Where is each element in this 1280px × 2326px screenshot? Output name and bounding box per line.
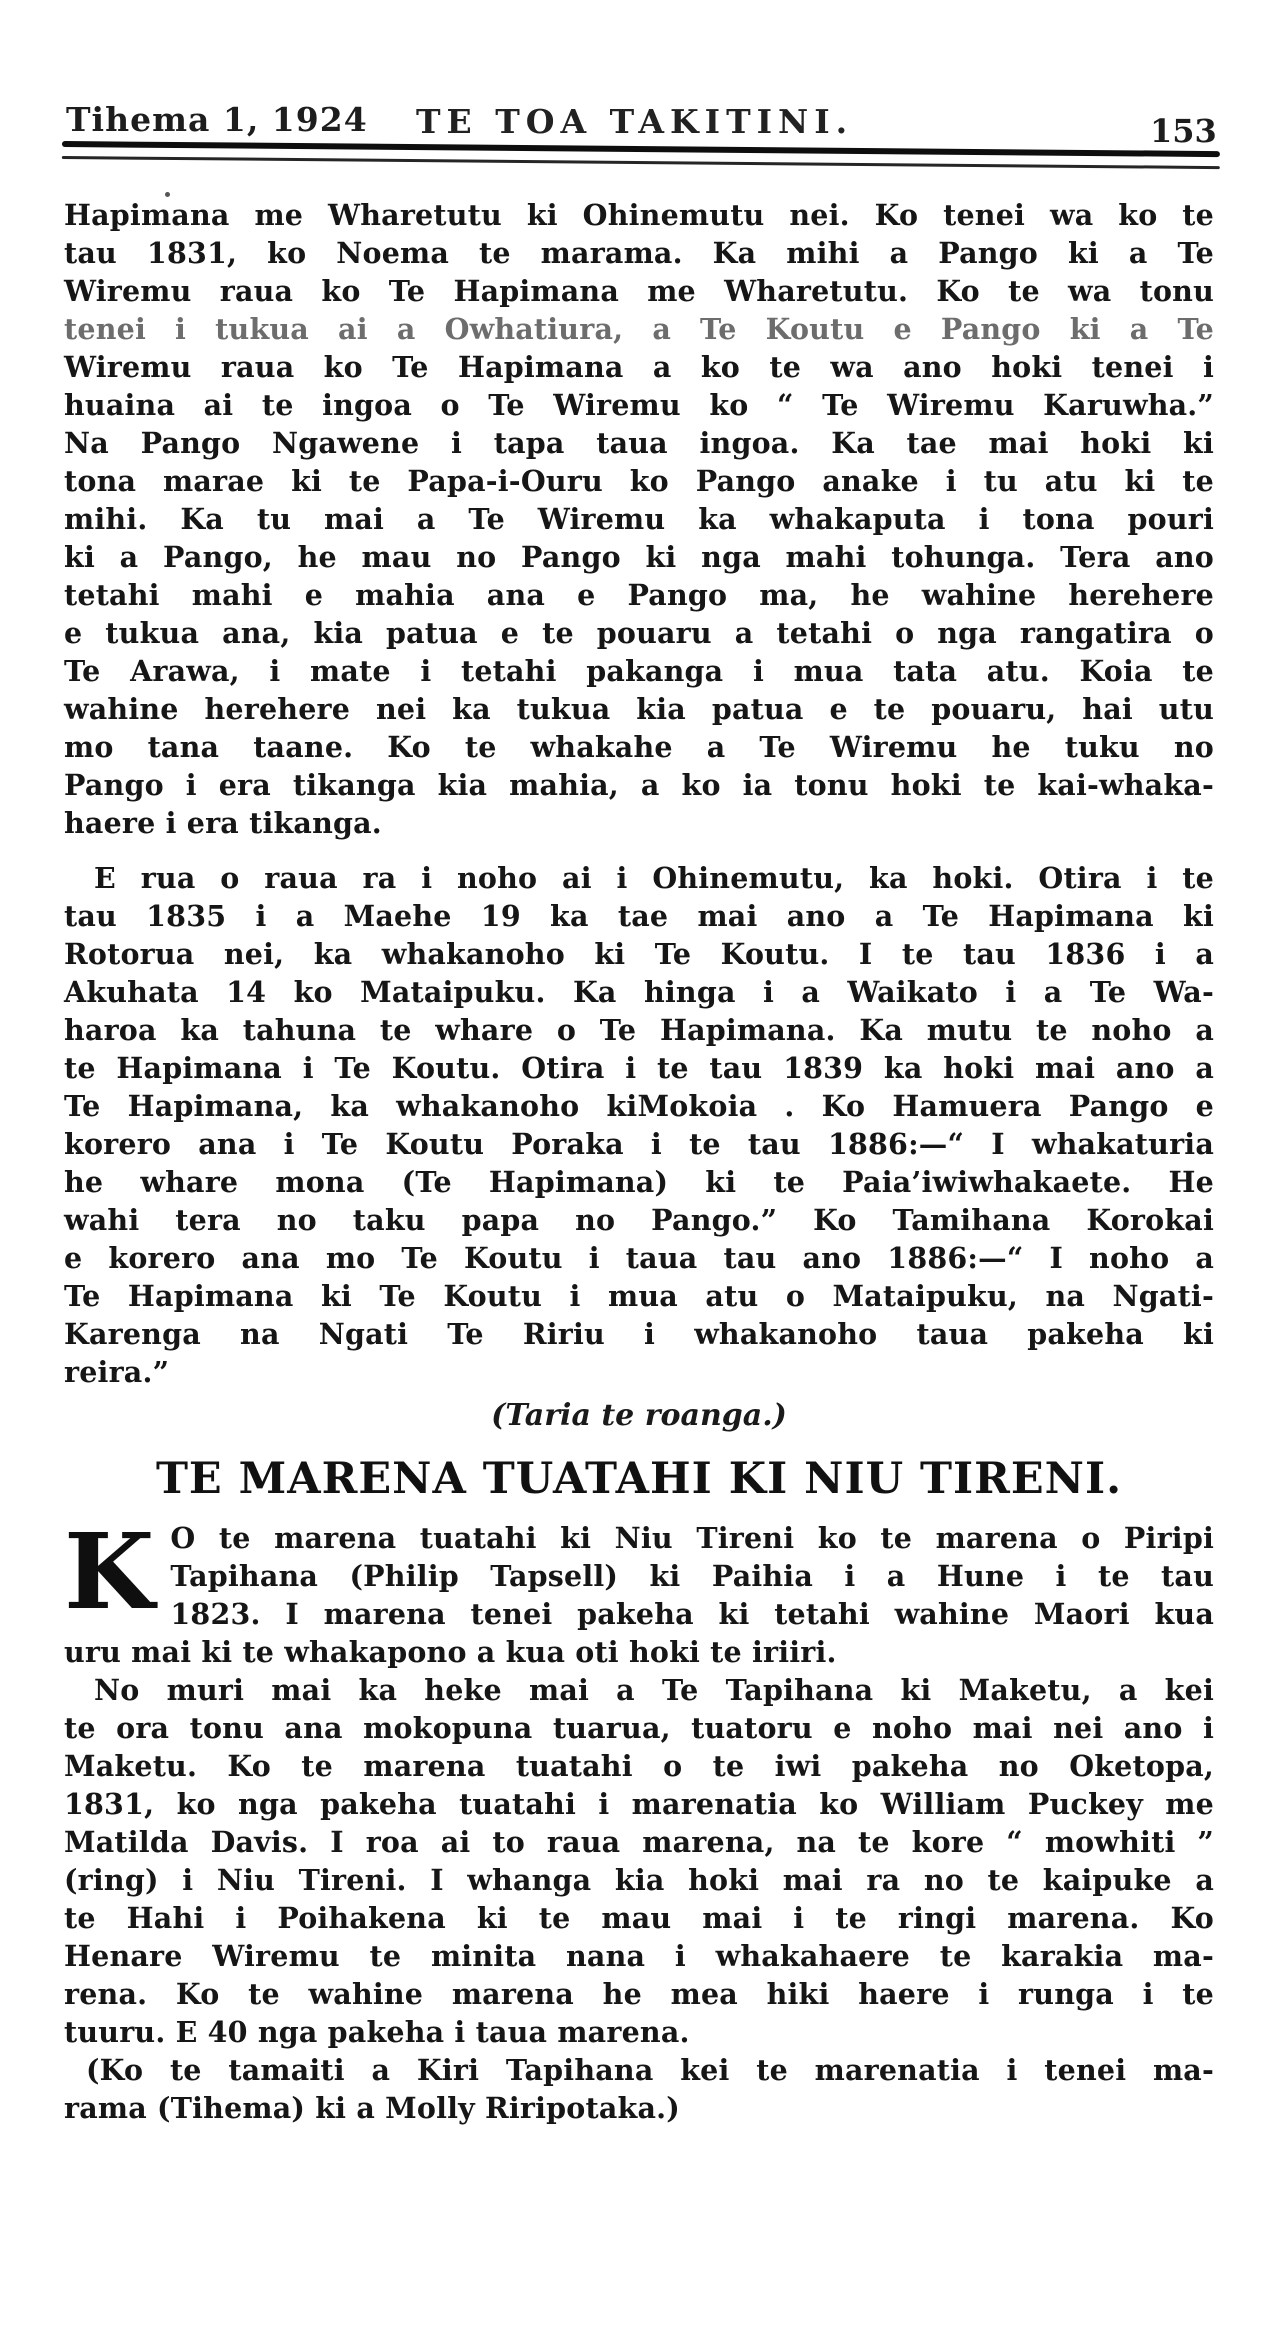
text-line: Maketu. Ko te marena tuatahi o te iwi pakeha no Oketopa, (64, 1749, 1214, 1783)
text-line: tuuru. E 40 nga pakeha i taua marena. (64, 2015, 690, 2049)
text-line: Tapihana (Philip Tapsell) ki Paihia i a Hune i te tau (170, 1559, 1214, 1593)
article-heading: TE MARENA TUATAHI KI NIU TIRENI. (155, 1454, 1123, 1504)
paragraph-hapimana (64, 196, 1214, 842)
text-line: rama (Tihema) ki a Molly Riripotaka.) (64, 2091, 680, 2125)
text-line: tona marae ki te Papa-i-Ouru ko Pango anake i tu atu ki te (64, 464, 1214, 498)
text-line: 1831, ko nga pakeha tuatahi i marenatia ko William Puckey me (64, 1787, 1214, 1821)
text-line: tau 1831, ko Noema te marama. Ka mihi a Pango ki a Te (64, 236, 1214, 270)
text-line: Pango i era tikanga kia mahia, a ko ia tonu hoki te kai-whaka- (64, 768, 1214, 802)
text-line: Wiremu raua ko Te Hapimana a ko te wa ano hoki tenei i (64, 350, 1214, 384)
paragraph-opening (64, 1510, 1214, 1671)
text-line: e tukua ana, kia patua e te pouaru a tetahi o nga rangatira o (64, 616, 1214, 650)
paragraph-tamaiti-note (64, 2051, 1214, 2127)
text-line: Rotorua nei, ka whakanoho ki Te Koutu. I te tau 1836 i a (64, 937, 1214, 971)
article-continuation-section (64, 196, 1214, 1435)
text-line: Te Arawa, i mate i tetahi pakanga i mua tata atu. Koia te (64, 654, 1214, 688)
text-line: huaina ai te ingoa o Te Wiremu ko “ Te Wiremu Karuwha.” (64, 388, 1214, 422)
rule-thin (62, 156, 1220, 169)
text-line: mo tana taane. Ko te whakahe a Te Wiremu he tuku no (64, 730, 1214, 764)
text-line: te Hapimana i Te Koutu. Otira i te tau 1839 ka hoki mai ano a (64, 1051, 1214, 1085)
text-line: tetahi mahi e mahia ana e Pango ma, he wahine herehere (64, 578, 1214, 612)
text-line: uru mai ki te whakapono a kua oti hoki te iriiri. (64, 1635, 837, 1669)
text-line: e korero ana mo Te Koutu i taua tau ano 1886:—“ I noho a (64, 1241, 1214, 1275)
text-line: Henare Wiremu te minita nana i whakahaere te karakia ma- (64, 1939, 1214, 1973)
text-line: Te Hapimana, ka whakanoho kiMokoia . Ko Hamuera Pango e (64, 1089, 1214, 1123)
text-line: te ora tonu ana mokopuna tuarua, tuatoru e noho mai nei ano i (64, 1711, 1214, 1745)
text-line: Matilda Davis. I roa ai to raua marena, na te kore “ mowhiti ” (64, 1825, 1214, 1859)
text-line: ki a Pango, he mau no Pango ki nga mahi tohunga. Tera ano (64, 540, 1214, 574)
rule-thick (62, 141, 1220, 157)
continuation-note: (Taria te roanga.) (491, 1398, 787, 1433)
text-line: (Ko te tamaiti a Kiri Tapihana kei te marenatia i tenei ma- (86, 2053, 1214, 2087)
masthead-date: Tihema 1, 1924 (66, 100, 368, 139)
text-line: rena. Ko te wahine marena he mea hiki haere i runga i te (64, 1977, 1214, 2011)
text-line: he whare mona (Te Hapimana) ki te Paia’iwiwhakaete. He (64, 1165, 1214, 1199)
text-line: O te marena tuatahi ki Niu Tireni ko te marena o Piripi (170, 1521, 1214, 1555)
text-line: (ring) i Niu Tireni. I whanga kia hoki mai ra no te kaipuke a (64, 1863, 1214, 1897)
text-line: 1823. I marena tenei pakeha ki tetahi wahine Maori kua (170, 1597, 1214, 1631)
text-line: Te Hapimana ki Te Koutu i mua atu o Mataipuku, na Ngati- (64, 1279, 1214, 1313)
text-line: wahine herehere nei ka tukua kia patua e te pouaru, hai utu (64, 692, 1214, 726)
text-line: te Hahi i Poihakena ki te mau mai i te ringi marena. Ko (64, 1901, 1214, 1935)
drop-cap-letter: K (64, 1510, 155, 1633)
opening-lines (64, 1510, 1214, 1671)
article-marena-section (64, 1453, 1214, 2127)
masthead-rules (62, 141, 1220, 169)
text-line: No muri mai ka heke mai a Te Tapihana ki Maketu, a kei (94, 1673, 1214, 1707)
page-number: 153 (1150, 112, 1217, 150)
text-line: Akuhata 14 ko Mataipuku. Ka hinga i a Waikato i a Te Wa- (64, 975, 1214, 1009)
text-line: tau 1835 i a Maehe 19 ka tae mai ano a Te Hapimana ki (64, 899, 1214, 933)
paragraph-e-rua (64, 859, 1214, 1391)
text-line: Wiremu raua ko Te Hapimana me Wharetutu. Ko te wa tonu (64, 274, 1214, 308)
text-column (64, 196, 1214, 2127)
paragraph-no-muri (64, 1671, 1214, 2051)
text-line: Hapimana me Wharetutu ki Ohinemutu nei. Ko tenei wa ko te (64, 198, 1214, 232)
text-line: haroa ka tahuna te whare o Te Hapimana. Ka mutu te noho a (64, 1013, 1214, 1047)
text-line: Na Pango Ngawene i tapa taua ingoa. Ka tae mai hoki ki (64, 426, 1214, 460)
text-line: korero ana i Te Koutu Poraka i te tau 1886:—“ I whakaturia (64, 1127, 1214, 1161)
text-line: E rua o raua ra i noho ai i Ohinemutu, ka hoki. Otira i te (94, 861, 1214, 895)
text-line: mihi. Ka tu mai a Te Wiremu ka whakaputa i tona pouri (64, 502, 1214, 536)
text-line: tenei i tukua ai a Owhatiura, a Te Koutu e Pango ki a Te (64, 312, 1214, 346)
text-line: reira.” (64, 1355, 170, 1389)
text-line: wahi tera no taku papa no Pango.” Ko Tamihana Korokai (64, 1203, 1214, 1237)
text-line: Karenga na Ngati Te Ririu i whakanoho taua pakeha ki (64, 1317, 1214, 1351)
text-line: haere i era tikanga. (64, 806, 382, 840)
masthead-title: TE TOA TAKITINI. (416, 102, 854, 141)
